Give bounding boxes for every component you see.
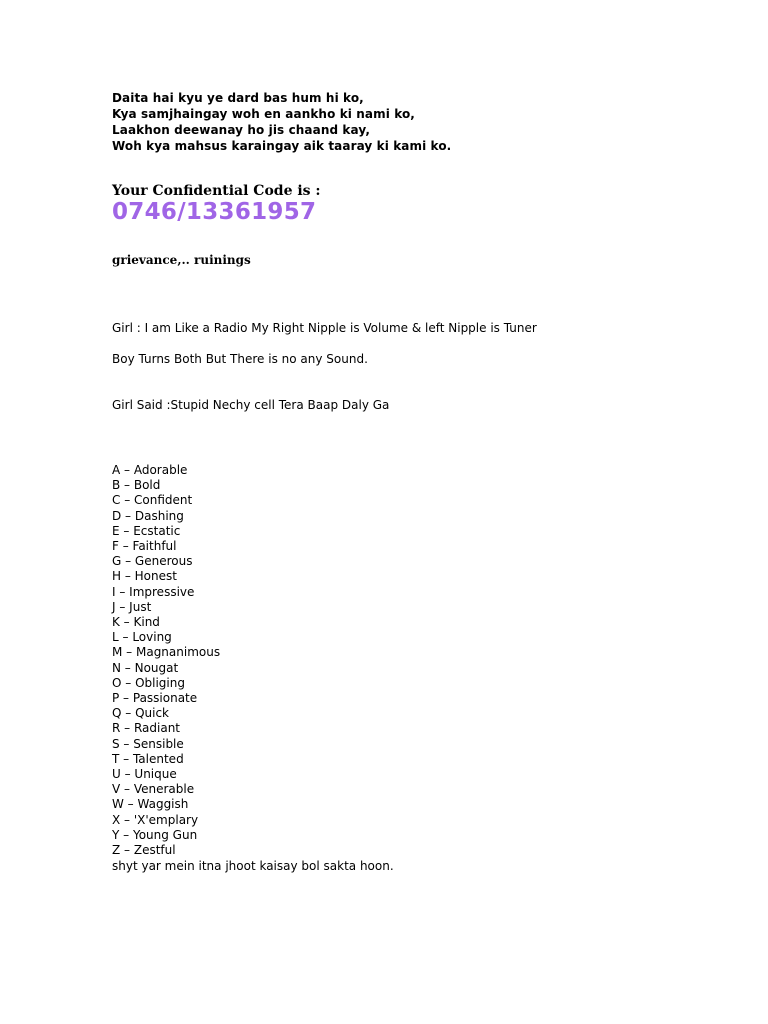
list-item: U – Unique bbox=[112, 767, 177, 782]
poem-line: Woh kya mahsus karaingay aik taaray ki kami ko. bbox=[112, 139, 452, 153]
list-item: H – Honest bbox=[112, 569, 177, 584]
list-item: Y – Young Gun bbox=[112, 827, 198, 842]
list-item: E – Ecstatic bbox=[112, 523, 181, 538]
list-item: W – Waggish bbox=[112, 797, 189, 812]
list-item: S – Sensible bbox=[112, 736, 184, 751]
list-item: R – Radiant bbox=[112, 721, 181, 736]
poem-line: Kya samjhaingay woh en aankho ki nami ko, bbox=[112, 107, 415, 121]
list-item: F – Faithful bbox=[112, 539, 177, 554]
list-item: Z – Zestful bbox=[112, 843, 176, 858]
joke-line-3: Girl Said :Stupid Nechy cell Tera Baap Daly Ga bbox=[112, 398, 390, 412]
list-item: D – Dashing bbox=[112, 508, 184, 523]
list-item: Q – Quick bbox=[112, 706, 170, 721]
joke-line-2: Boy Turns Both But There is no any Sound. bbox=[112, 352, 368, 366]
poem-line: Daita hai kyu ye dard bas hum hi ko, bbox=[112, 91, 364, 105]
list-item: G – Generous bbox=[112, 554, 193, 569]
joke-line-1: Girl : I am Like a Radio My Right Nipple is Volume & left Nipple is Tuner bbox=[112, 321, 537, 335]
poem-line: Laakhon deewanay ho jis chaand kay, bbox=[112, 123, 370, 137]
alphabet-list bbox=[112, 463, 220, 858]
grievance-heading: grievance,.. ruinings bbox=[112, 253, 251, 267]
confidential-code-label: Your Confidential Code is : bbox=[112, 183, 321, 199]
list-item: K – Kind bbox=[112, 615, 160, 630]
list-item: A – Adorable bbox=[112, 463, 188, 477]
poem-block bbox=[112, 90, 451, 154]
list-item: B – Bold bbox=[112, 478, 161, 493]
list-item: M – Magnanimous bbox=[112, 645, 221, 660]
list-item: I – Impressive bbox=[112, 584, 195, 599]
list-item: X – 'X'emplary bbox=[112, 812, 199, 827]
list-item: T – Talented bbox=[112, 751, 184, 766]
list-item: V – Venerable bbox=[112, 782, 195, 797]
list-item: N – Nougat bbox=[112, 660, 179, 675]
confidential-code-value: 0746/13361957 bbox=[112, 199, 317, 225]
list-item: C – Confident bbox=[112, 493, 193, 508]
list-item: P – Passionate bbox=[112, 691, 198, 706]
closing-line: shyt yar mein itna jhoot kaisay bol sakta hoon. bbox=[112, 859, 394, 873]
list-item: J – Just bbox=[112, 599, 152, 614]
list-item: O – Obliging bbox=[112, 675, 185, 690]
list-item: L – Loving bbox=[112, 630, 172, 645]
